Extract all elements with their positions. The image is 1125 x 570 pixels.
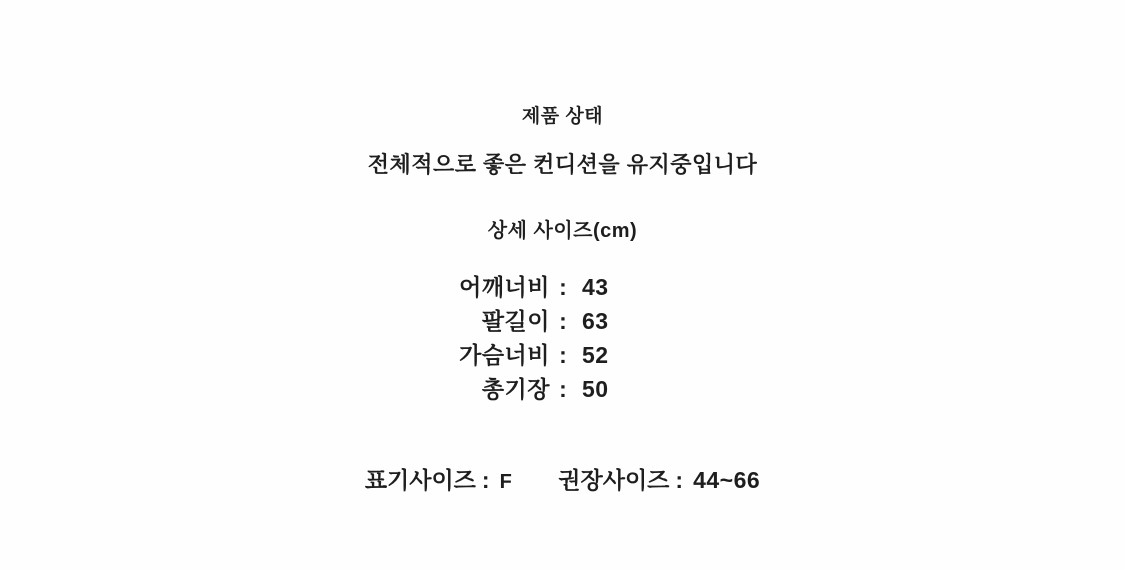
size-row-chest	[0, 338, 1125, 372]
condition-section-title: 제품 상태	[521, 106, 604, 127]
size-separator: :	[559, 308, 567, 334]
footer-separator: :	[481, 467, 490, 493]
size-separator: :	[559, 376, 567, 402]
size-label: 가슴너비	[459, 342, 550, 368]
size-separator: :	[559, 274, 567, 300]
size-label: 총기장	[481, 376, 550, 402]
labeled-size-group	[365, 465, 512, 497]
recommended-size-label: 권장사이즈	[558, 467, 670, 493]
recommended-size-group	[558, 465, 760, 495]
size-separator: :	[559, 342, 567, 368]
size-table	[0, 270, 1125, 406]
size-row-shoulder	[0, 270, 1125, 304]
size-value: 52	[582, 342, 609, 368]
size-value: 63	[582, 308, 609, 334]
size-label: 팔길이	[481, 308, 550, 334]
size-row-length	[0, 372, 1125, 406]
size-value: 43	[582, 274, 609, 300]
size-row-arm	[0, 304, 1125, 338]
size-value: 50	[582, 376, 609, 402]
labeled-size-label: 표기사이즈	[364, 467, 476, 493]
footer-separator: :	[675, 467, 684, 493]
size-section-title: 상세 사이즈(cm)	[487, 220, 638, 242]
condition-description: 전체적으로 좋은 컨디션을 유지중입니다	[367, 152, 758, 177]
labeled-size-value: F	[499, 471, 513, 493]
recommended-size-value: 44~66	[693, 467, 761, 493]
footer-size-row	[0, 465, 1125, 497]
size-label: 어깨너비	[459, 274, 550, 300]
